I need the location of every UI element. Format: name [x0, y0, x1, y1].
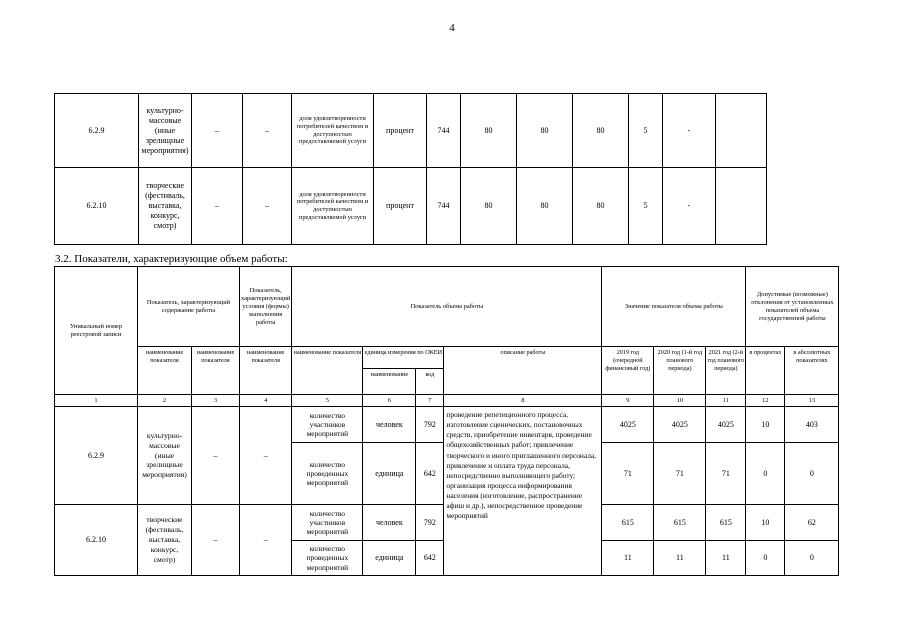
- registry-code-cell: 6.2.9: [55, 94, 139, 168]
- indicator-name-cell: количество проведенных мероприятий: [292, 541, 363, 576]
- table-header-row: [55, 267, 839, 347]
- work-description-header: описание работы: [444, 347, 602, 395]
- work-description-cell: проведение репетиционного процесса, изготовление сценических, постановочных средств, приобретение инвентаря, проведение общехозяйственных работ; привлечение творческого и иного приглашенного персонала, привлечение и оплата труда персонала, непосредственно выполняющего работу; организация процесса информирования населения (изготовление, распространение афиш и др.), непосредственное проведение мероприятий: [444, 407, 602, 576]
- deviation-absolute-cell: -: [663, 94, 716, 168]
- unit-name-cell: человек: [363, 407, 416, 443]
- registry-code-cell: 6.2.10: [55, 168, 139, 245]
- indicator-name-cell: доля удовлетворенности потребителей качеством и доступностью предоставляемой услуги: [292, 94, 374, 168]
- column-number: 8: [444, 395, 602, 407]
- condition-cell: –: [192, 94, 243, 168]
- deviation-absolute-cell: -: [663, 168, 716, 245]
- indicator-name-header: наименование показателя: [138, 347, 192, 395]
- column-number: 3: [192, 395, 240, 407]
- value-2021-cell: 71: [706, 443, 746, 505]
- year-2021-header: 2021 год (2-й год планового периода): [706, 347, 746, 395]
- content-indicator-header: Показатель, характеризующий содержание работы: [138, 267, 240, 347]
- section-heading: 3.2. Показатели, характеризующие объем работы:: [55, 253, 288, 265]
- value-2020-cell: 80: [517, 168, 573, 245]
- unit-code-cell: 642: [416, 541, 444, 576]
- deviation-percent-cell: 5: [629, 168, 663, 245]
- indicator-name-cell: количество участников мероприятий: [292, 505, 363, 541]
- value-2019-cell: 80: [461, 168, 517, 245]
- unit-code-header: код: [416, 369, 444, 395]
- in-percent-header: в процентах: [746, 347, 785, 395]
- value-2020-cell: 71: [654, 443, 706, 505]
- year-2019-header: 2019 год (очередной финансовый год): [602, 347, 654, 395]
- deviation-absolute-cell: 0: [785, 541, 839, 576]
- condition-cell: –: [243, 94, 292, 168]
- column-number: 10: [654, 395, 706, 407]
- deviation-percent-cell: 10: [746, 505, 785, 541]
- page-number: 4: [449, 22, 455, 34]
- value-2019-cell: 615: [602, 505, 654, 541]
- unit-name-cell: процент: [374, 168, 427, 245]
- deviation-percent-cell: 0: [746, 541, 785, 576]
- value-2019-cell: 11: [602, 541, 654, 576]
- condition-cell: –: [240, 407, 292, 505]
- condition-cell: –: [192, 505, 240, 576]
- deviation-absolute-cell: 403: [785, 407, 839, 443]
- registry-number-header: Уникальный номер реестровой записи: [55, 267, 138, 395]
- unit-name-cell: единица: [363, 443, 416, 505]
- unit-code-cell: 792: [416, 505, 444, 541]
- registry-code-cell: 6.2.9: [55, 407, 138, 505]
- allowed-deviation-header: Допустимые (возможные) отклонения от установленных показателей объема государственной работы: [746, 267, 839, 347]
- column-number: 13: [785, 395, 839, 407]
- value-2020-cell: 11: [654, 541, 706, 576]
- quality-indicators-table: [54, 93, 767, 245]
- deviation-percent-cell: 5: [629, 94, 663, 168]
- value-2019-cell: 71: [602, 443, 654, 505]
- condition-cell: –: [192, 407, 240, 505]
- condition-cell: –: [240, 505, 292, 576]
- condition-cell: –: [243, 168, 292, 245]
- value-2020-cell: 80: [517, 94, 573, 168]
- condition-cell: –: [192, 168, 243, 245]
- unit-name-cell: процент: [374, 94, 427, 168]
- deviation-percent-cell: 10: [746, 407, 785, 443]
- content-cell: культурно-массовые (иные зрелищные мероприятия): [138, 407, 192, 505]
- value-2020-cell: 4025: [654, 407, 706, 443]
- value-2019-cell: 4025: [602, 407, 654, 443]
- column-number: 9: [602, 395, 654, 407]
- registry-code-cell: 6.2.10: [55, 505, 138, 576]
- deviation-percent-cell: 0: [746, 443, 785, 505]
- column-number: 4: [240, 395, 292, 407]
- value-2021-cell: 80: [573, 94, 629, 168]
- unit-code-cell: 744: [427, 168, 461, 245]
- in-absolute-header: в абсолютных показателях: [785, 347, 839, 395]
- unit-name-header: наименование: [363, 369, 416, 395]
- table-header-row: [55, 347, 839, 369]
- deviation-absolute-cell: 0: [785, 443, 839, 505]
- indicator-name-header: наименование показателя: [192, 347, 240, 395]
- indicator-name-header: наименование показателя: [292, 347, 363, 395]
- column-number: 12: [746, 395, 785, 407]
- column-number: 1: [55, 395, 138, 407]
- value-2021-cell: 80: [573, 168, 629, 245]
- value-2021-cell: 615: [706, 505, 746, 541]
- column-number: 2: [138, 395, 192, 407]
- value-2020-cell: 615: [654, 505, 706, 541]
- table-row: [55, 94, 767, 168]
- deviation-absolute-cell: 62: [785, 505, 839, 541]
- table-row: [55, 168, 767, 245]
- column-number: 6: [363, 395, 416, 407]
- unit-name-cell: человек: [363, 505, 416, 541]
- volume-indicators-table: [54, 266, 839, 576]
- column-numbers-row: [55, 395, 839, 407]
- content-cell: культурно-массовые (иные зрелищные мероприятия): [139, 94, 192, 168]
- volume-indicator-header: Показатель объема работы: [292, 267, 602, 347]
- value-2019-cell: 80: [461, 94, 517, 168]
- indicator-name-header: наименование показателя: [240, 347, 292, 395]
- year-2020-header: 2020 год (1-й год планового периода): [654, 347, 706, 395]
- unit-code-cell: 744: [427, 94, 461, 168]
- unit-code-cell: 792: [416, 407, 444, 443]
- indicator-name-cell: количество участников мероприятий: [292, 407, 363, 443]
- unit-name-cell: единица: [363, 541, 416, 576]
- indicator-name-cell: количество проведенных мероприятий: [292, 443, 363, 505]
- condition-indicator-header: Показатель, характеризующий условия (формы) выполнения работы: [240, 267, 292, 347]
- column-number: 11: [706, 395, 746, 407]
- empty-cell: [716, 168, 767, 245]
- value-2021-cell: 11: [706, 541, 746, 576]
- content-cell: творческие (фестиваль, выставка, конкурс, смотр): [138, 505, 192, 576]
- column-number: 5: [292, 395, 363, 407]
- empty-cell: [716, 94, 767, 168]
- column-number: 7: [416, 395, 444, 407]
- unit-okei-header: единица измерения по ОКЕИ: [363, 347, 444, 369]
- volume-value-header: Значение показателя объема работы: [602, 267, 746, 347]
- value-2021-cell: 4025: [706, 407, 746, 443]
- indicator-name-cell: доля удовлетворенности потребителей качеством и доступностью предоставляемой услуги: [292, 168, 374, 245]
- table-row: [55, 407, 839, 443]
- content-cell: творческие (фестиваль, выставка, конкурс, смотр): [139, 168, 192, 245]
- unit-code-cell: 642: [416, 443, 444, 505]
